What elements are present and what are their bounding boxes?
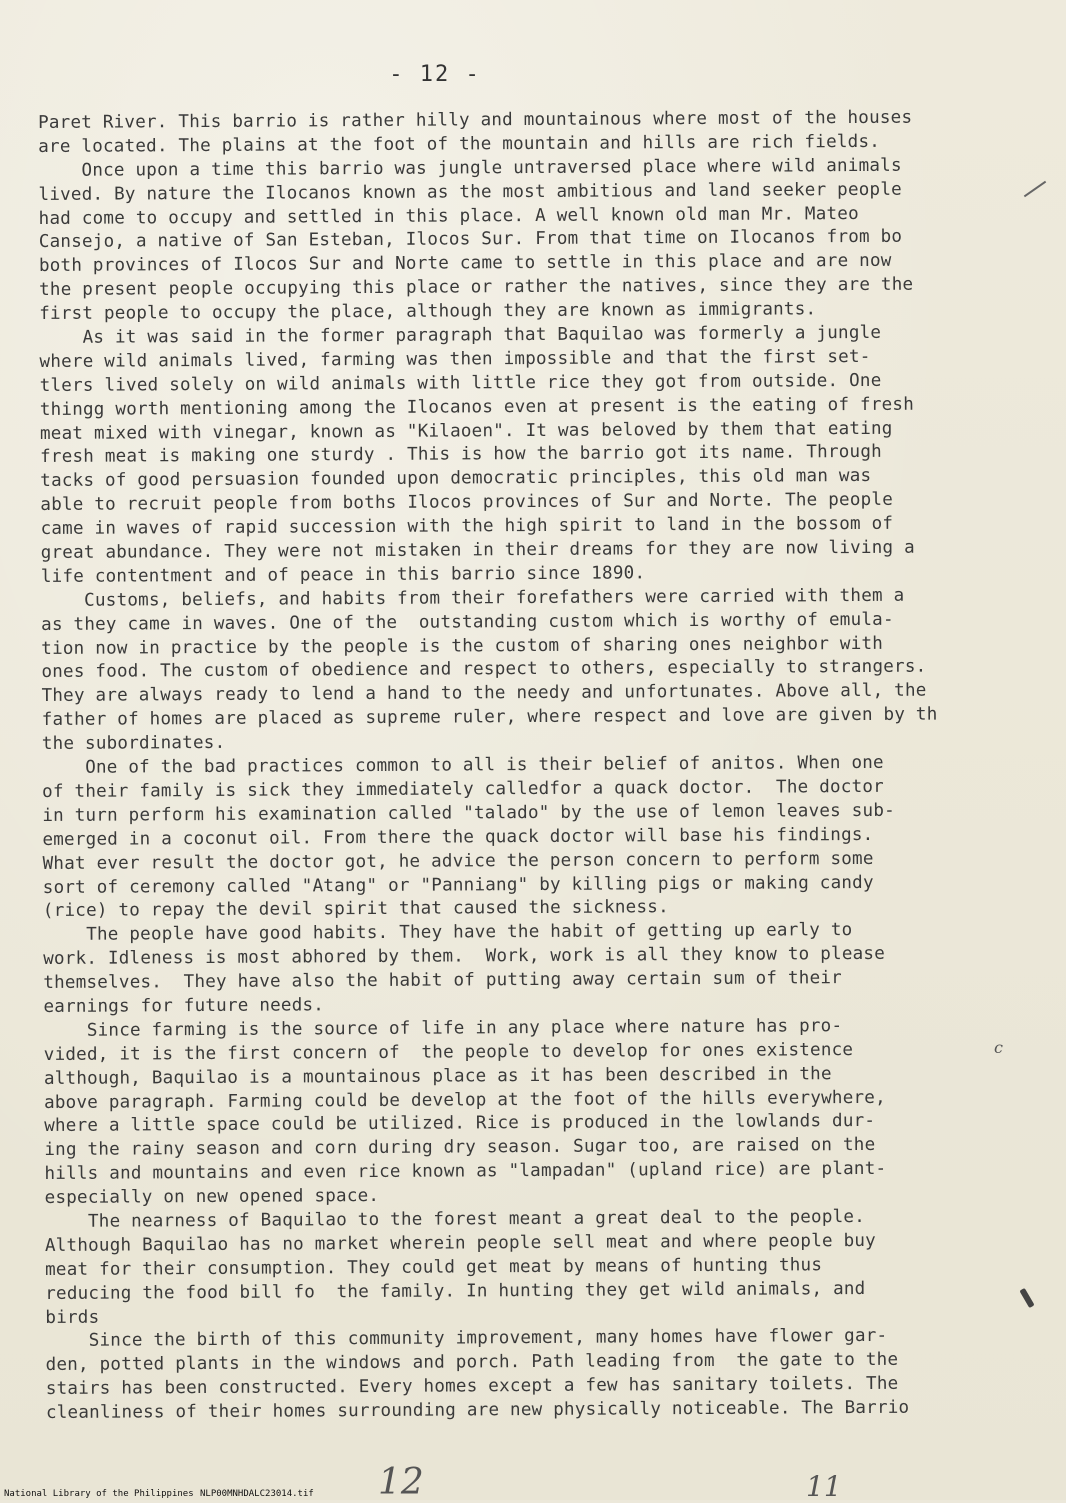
text-line: stairs has been constructed. Every homes except a few has sanitary toilets. The bbox=[45, 1373, 899, 1400]
text-line: cleanliness of their homes surrounding are new physically noticeable. The Barrio bbox=[45, 1397, 910, 1424]
text-line: fresh meat is making one sturdy . This is how the barrio got its name. Through bbox=[40, 442, 882, 468]
text-line: where wild animals lived, farming was then impossible and that the first set- bbox=[39, 346, 871, 372]
text-line: ing the rainy season and corn during dry season. Sugar too, are raised on the bbox=[44, 1135, 876, 1161]
text-line: are located. The plains at the foot of the mountain and hills are rich fields. bbox=[38, 131, 881, 157]
text-line: (rice) to repay the devil spirit that caused the sickness. bbox=[42, 897, 669, 922]
text-line: thingg worth mentioning among the Ilocanos even at present is the eating of fresh bbox=[39, 394, 915, 420]
handwritten-page-mark: 12 bbox=[378, 1462, 424, 1503]
text-line: Paret River. This barrio is rather hilly and mountainous where most of the houses bbox=[38, 107, 913, 133]
text-line: One of the bad practices common to all is their belief of anitos. When one bbox=[41, 752, 884, 779]
text-line: of their family is sick they immediately calledfor a quack doctor. The doctor bbox=[42, 776, 885, 802]
scan-footer bbox=[0, 1488, 1066, 1500]
text-line: den, potted plants in the windows and porch. Path leading from the gate to the bbox=[45, 1350, 899, 1376]
text-line: able to recruit people from boths Ilocos provinces of Sur and Norte. The people bbox=[40, 490, 894, 516]
text-line: They are always ready to lend a hand to the needy and unfortunates. Above all, the bbox=[41, 680, 927, 707]
text-line: Once upon a time this barrio was jungle untraversed place where wild animals bbox=[38, 155, 902, 181]
text-line: came in waves of rapid succession with the high spirit to land in the bossom of bbox=[40, 513, 894, 540]
text-line: As it was said in the former paragraph that Baquilao was formerly a jungle bbox=[39, 322, 882, 349]
page-number: - 12 - bbox=[389, 62, 481, 87]
text-line: birds bbox=[45, 1307, 100, 1328]
text-line: Since farming is the source of life in any place where nature has pro- bbox=[43, 1015, 843, 1041]
text-line: themselves. They have also the habit of putting away certain sum of their bbox=[43, 968, 843, 994]
text-line: both provinces of Ilocos Sur and Norte came to settle in this place and are now bbox=[38, 251, 892, 277]
text-line: Although Baquilao has no market wherein people sell meat and where people buy bbox=[44, 1230, 876, 1256]
text-line: tion now in practice by the people is the custom of sharing ones neighbor with bbox=[41, 633, 884, 659]
text-line: life contentment and of peace in this barrio since 1890. bbox=[40, 563, 646, 587]
text-line: first people to occupy the place, although they are known as immigrants. bbox=[39, 299, 817, 325]
text-line: Cansejo, a native of San Esteban, Ilocos Sur. From that time on Ilocanos from bo bbox=[38, 227, 903, 253]
text-line: meat for their consumption. They could get meat by means of hunting thus bbox=[45, 1254, 823, 1280]
text-line: lived. By nature the Ilocanos known as the most ambitious and land seeker people bbox=[38, 179, 902, 205]
text-line: meat mixed with vinegar, known as "Kilaoen". It was beloved by them that eating bbox=[39, 418, 893, 444]
text-line: especially on new opened space. bbox=[44, 1186, 380, 1209]
text-line: The people have good habits. They have the habit of getting up early to bbox=[42, 920, 853, 946]
text-line: earnings for future needs. bbox=[43, 995, 325, 1017]
text-line: tacks of good persuasion founded upon democratic principles, this old man was bbox=[40, 466, 872, 492]
text-line: had come to occupy and settled in this place. A well known old man Mr. Mateo bbox=[38, 203, 859, 229]
text-line: What ever result the doctor got, he advice the person concern to perform some bbox=[42, 848, 874, 874]
text-line: The nearness of Baquilao to the forest meant a great deal to the people. bbox=[44, 1206, 866, 1232]
text-line: tlers lived solely on wild animals with little rice they got from outside. One bbox=[39, 370, 882, 396]
text-line: although, Baquilao is a mountainous place as it has been described in the bbox=[43, 1063, 832, 1089]
text-line: Since the birth of this community improvement, many homes have flower gar- bbox=[45, 1326, 888, 1352]
margin-c-mark: c bbox=[994, 1038, 1003, 1057]
text-line: as they came in waves. One of the outstanding custom which is worthy of emula- bbox=[41, 609, 894, 635]
text-line: in turn perform his examination called "talado" by the use of lemon leaves sub- bbox=[42, 800, 895, 826]
body-text bbox=[38, 106, 1056, 1426]
text-line: the subordinates. bbox=[41, 733, 226, 755]
text-line: vided, it is the first concern of the people to develop for ones existence bbox=[43, 1039, 854, 1065]
text-line: great abundance. They were not mistaken in their dreams for they are now living a bbox=[40, 537, 915, 564]
text-line: hills and mountains and even rice known as "lampadan" (upland rice) are plant- bbox=[44, 1159, 887, 1185]
text-line: Customs, beliefs, and habits from their forefathers were carried with them a bbox=[40, 585, 905, 611]
handwritten-corner-mark: 11 bbox=[806, 1470, 842, 1503]
text-line: where a little space could be utilized. Rice is produced in the lowlands dur- bbox=[44, 1111, 876, 1137]
footer-library-name: National Library of the Philippines bbox=[4, 1489, 194, 1499]
text-line: sort of ceremony called "Atang" or "Panniang" by killing pigs or making candy bbox=[42, 872, 874, 898]
text-line: reducing the food bill fo the family. In hunting they get wild animals, and bbox=[45, 1278, 866, 1304]
text-line: the present people occupying this place or rather the natives, since they are the bbox=[39, 274, 914, 301]
footer-filename: NLP00MNHDALC23014.tif bbox=[200, 1489, 314, 1499]
text-line: work. Idleness is most abhored by them. Work, work is all they know to please bbox=[43, 944, 886, 970]
text-line: emerged in a coconut oil. From there the quack doctor will base his findings. bbox=[42, 824, 874, 850]
text-line: ones food. The custom of obedience and respect to others, especially to strangers. bbox=[41, 657, 927, 683]
text-line: father of homes are placed as supreme ruler, where respect and love are given by th bbox=[41, 704, 938, 731]
text-line: above paragraph. Farming could be develop at the foot of the hills everywhere, bbox=[43, 1087, 886, 1113]
